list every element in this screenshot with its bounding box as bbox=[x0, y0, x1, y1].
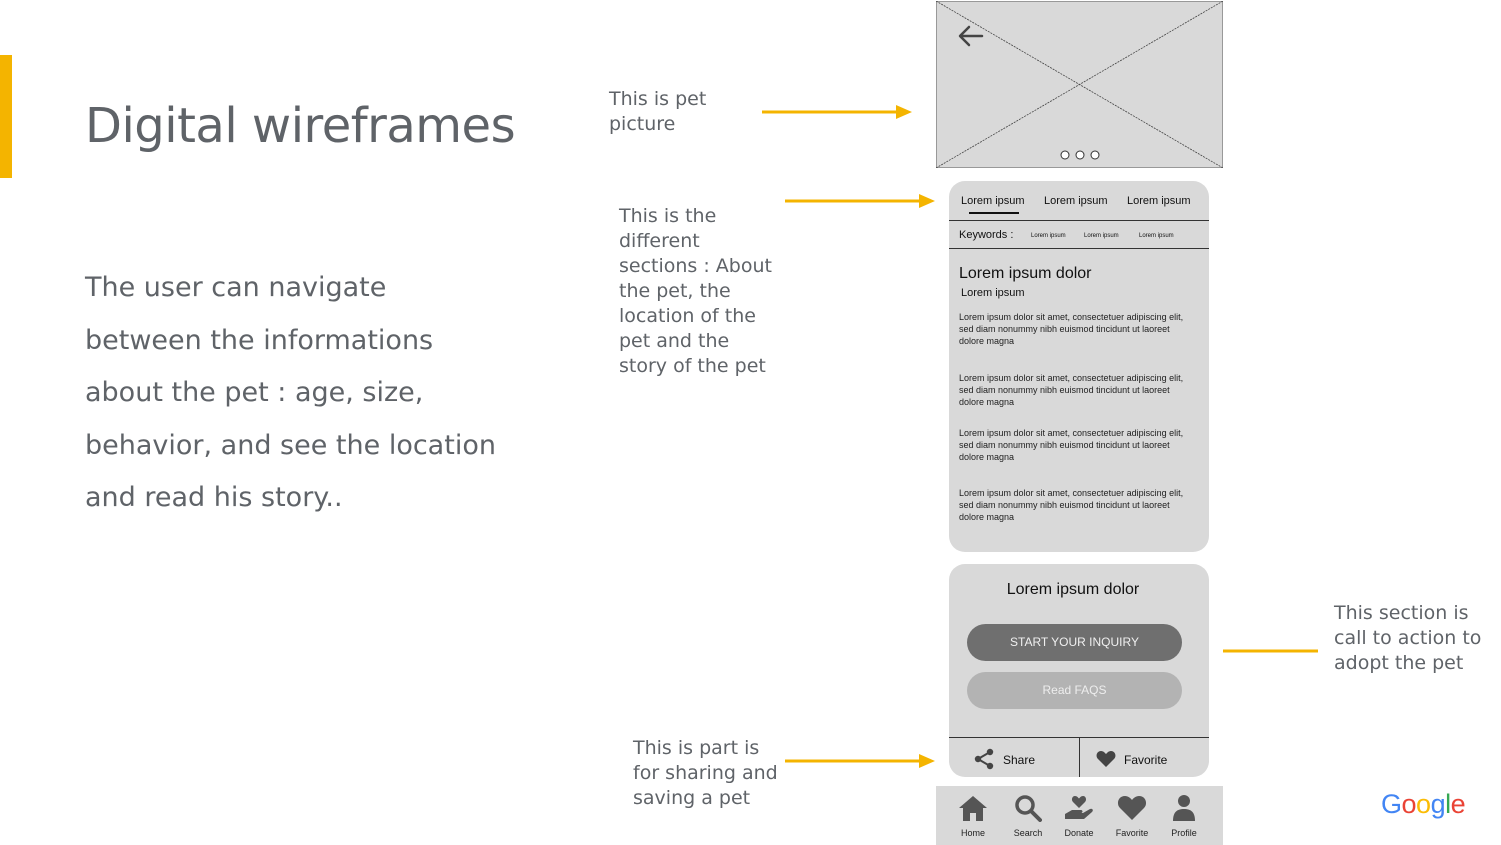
start-inquiry-button[interactable]: START YOUR INQUIRY bbox=[967, 624, 1182, 661]
paragraph: Lorem ipsum dolor sit amet, consectetuer adipiscing elit, sed diam nonummy nibh euismod tincidunt ut laoreet dolore magna bbox=[959, 373, 1184, 407]
favorite-button[interactable] bbox=[1080, 738, 1209, 777]
section-subheading: Lorem ipsum bbox=[961, 287, 1025, 299]
profile-icon bbox=[1171, 794, 1197, 822]
keywords-label: Keywords : bbox=[959, 229, 1014, 241]
note-pet-picture: This is pet picture bbox=[609, 88, 707, 135]
slide-body: The user can navigate between the informations about the pet : age, size, behavior, and see the location and read his story.. bbox=[85, 272, 496, 513]
note-share: This is part is for sharing and saving a pet bbox=[633, 737, 778, 809]
pet-picture-placeholder bbox=[936, 1, 1223, 168]
tab-about[interactable]: Lorem ipsum bbox=[961, 195, 1025, 207]
share-label: Share bbox=[1003, 753, 1036, 767]
google-logo: Google bbox=[1381, 789, 1466, 819]
note-cta: This section is call to action to adopt the pet bbox=[1334, 602, 1482, 674]
divider bbox=[949, 220, 1209, 221]
keyword-chip[interactable]: Lorem ipsum bbox=[1031, 233, 1066, 239]
cta-heading: Lorem ipsum dolor bbox=[1006, 581, 1140, 598]
cta-card bbox=[949, 564, 1209, 777]
nav-item-search[interactable] bbox=[1002, 786, 1054, 844]
nav-item-profile[interactable] bbox=[1158, 786, 1210, 844]
nav-item-home[interactable] bbox=[947, 786, 999, 844]
nav-label: Home bbox=[960, 828, 985, 838]
nav-label: Favorite bbox=[1115, 828, 1149, 838]
section-heading: Lorem ipsum dolor bbox=[959, 265, 1092, 282]
active-tab-indicator bbox=[969, 212, 1019, 214]
divider bbox=[949, 248, 1209, 249]
nav-item-donate[interactable] bbox=[1053, 786, 1105, 844]
donate-icon bbox=[1064, 794, 1094, 822]
share-icon bbox=[973, 748, 995, 770]
nav-label: Search bbox=[1013, 828, 1043, 838]
bottom-nav bbox=[936, 786, 1223, 845]
home-icon bbox=[958, 794, 988, 822]
info-card bbox=[949, 181, 1209, 552]
favorite-label: Favorite bbox=[1124, 753, 1168, 767]
read-faqs-button[interactable]: Read FAQS bbox=[967, 672, 1182, 709]
paragraph: Lorem ipsum dolor sit amet, consectetuer adipiscing elit, sed diam nonummy nibh euismod tincidunt ut laoreet dolore magna bbox=[959, 312, 1184, 346]
paragraph: Lorem ipsum dolor sit amet, consectetuer adipiscing elit, sed diam nonummy nibh euismod tincidunt ut laoreet dolore magna bbox=[959, 428, 1184, 462]
tab-location[interactable]: Lorem ipsum bbox=[1044, 195, 1108, 207]
heart-icon bbox=[1096, 750, 1116, 768]
heart-icon bbox=[1117, 795, 1147, 821]
share-button[interactable] bbox=[949, 738, 1079, 777]
slide-title: Digital wireframes bbox=[85, 98, 516, 154]
search-icon bbox=[1014, 794, 1042, 822]
nav-item-favorite[interactable] bbox=[1106, 786, 1158, 844]
nav-label: Profile bbox=[1171, 828, 1197, 838]
back-arrow-icon[interactable] bbox=[956, 23, 986, 49]
keyword-chip[interactable]: Lorem ipsum bbox=[1139, 233, 1174, 239]
paragraph: Lorem ipsum dolor sit amet, consectetuer adipiscing elit, sed diam nonummy nibh euismod tincidunt ut laoreet dolore magna bbox=[959, 488, 1184, 522]
tab-story[interactable]: Lorem ipsum bbox=[1127, 195, 1191, 207]
note-sections: This is the different sections : About the pet, the location of the pet and the story of the pet bbox=[619, 205, 772, 377]
keyword-chip[interactable]: Lorem ipsum bbox=[1084, 233, 1119, 239]
nav-label: Donate bbox=[1064, 828, 1094, 838]
